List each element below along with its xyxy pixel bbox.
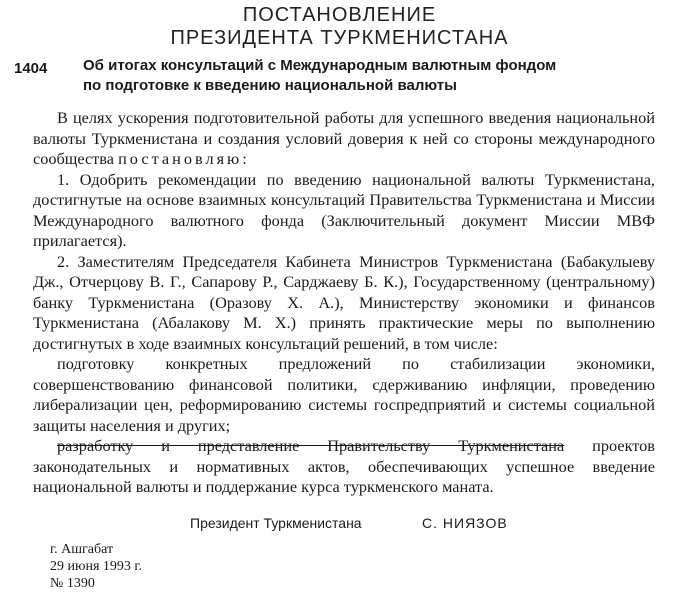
document-footer xyxy=(50,541,142,592)
decree-word: постановляю: xyxy=(118,149,250,168)
item-2: 2. Заместителям Председателя Кабинета Министров Туркменистана (Бабакулыеву Дж., Отчерцову В. Г., Сапарову Р., Сарджаеву Б. К.), Государственному (центральному) банку Туркменистана (Оразову Х. А.), Министерству экономики и финансов Туркменистана (Абалакову М. Х.) принять практические меры по выполнению достигнутых в ходе взаимных консультаций решений, в том числе: xyxy=(33,251,655,353)
footer-date: 29 июня 1993 г. xyxy=(50,559,143,574)
footer-city: г. Ашгабат xyxy=(50,542,114,557)
sub-item-2 xyxy=(33,436,655,498)
signature-name: С. НИЯЗОВ xyxy=(422,515,508,531)
document-number: 1404 xyxy=(14,60,48,77)
document-title: ПОСТАНОВЛЕНИЕ xyxy=(242,4,437,26)
document-subject xyxy=(83,56,653,96)
intro-paragraph xyxy=(33,108,655,170)
subject-line-2: по подготовке к введению национальной валюты xyxy=(83,77,457,94)
subject-line-1: Об итогах консультаций с Международным валютным фондом xyxy=(83,57,557,74)
footer-number: № 1390 xyxy=(50,576,95,591)
document-title-issuer: ПРЕЗИДЕНТА ТУРКМЕНИСТАНА xyxy=(170,27,509,49)
sub-item-1: подготовку конкретных предложений по стабилизации экономики, совершенствованию финансовой политики, сдерживанию инфляции, проведению либерализации цен, реформированию системы госпредприятий и системы социальной защиты населения и других; xyxy=(33,354,655,435)
document-body xyxy=(33,108,655,498)
sub-item-2-rest: проектов законодательных и нормативных актов, обеспечивающих успешное введение национальной валюты и поддержание курса туркменского маната. xyxy=(33,436,655,496)
intro-text: В целях ускорения подготовительной работы для успешного введения национальной валюты Туркменистана и создания условий доверия к ней со стороны международного сообщества xyxy=(33,108,655,168)
struck-text: разработку и представление Правительству Туркменистана xyxy=(57,436,565,455)
item-1: 1. Одобрить рекомендации по введению национальной валюты Туркменистана, достигнутые на основе взаимных консультаций Правительства Туркменистана и Миссии Международного валютного фонда (Заключительный документ Миссии МВФ прилагается). xyxy=(33,169,655,250)
signature-title: Президент Туркменистана xyxy=(190,515,362,531)
